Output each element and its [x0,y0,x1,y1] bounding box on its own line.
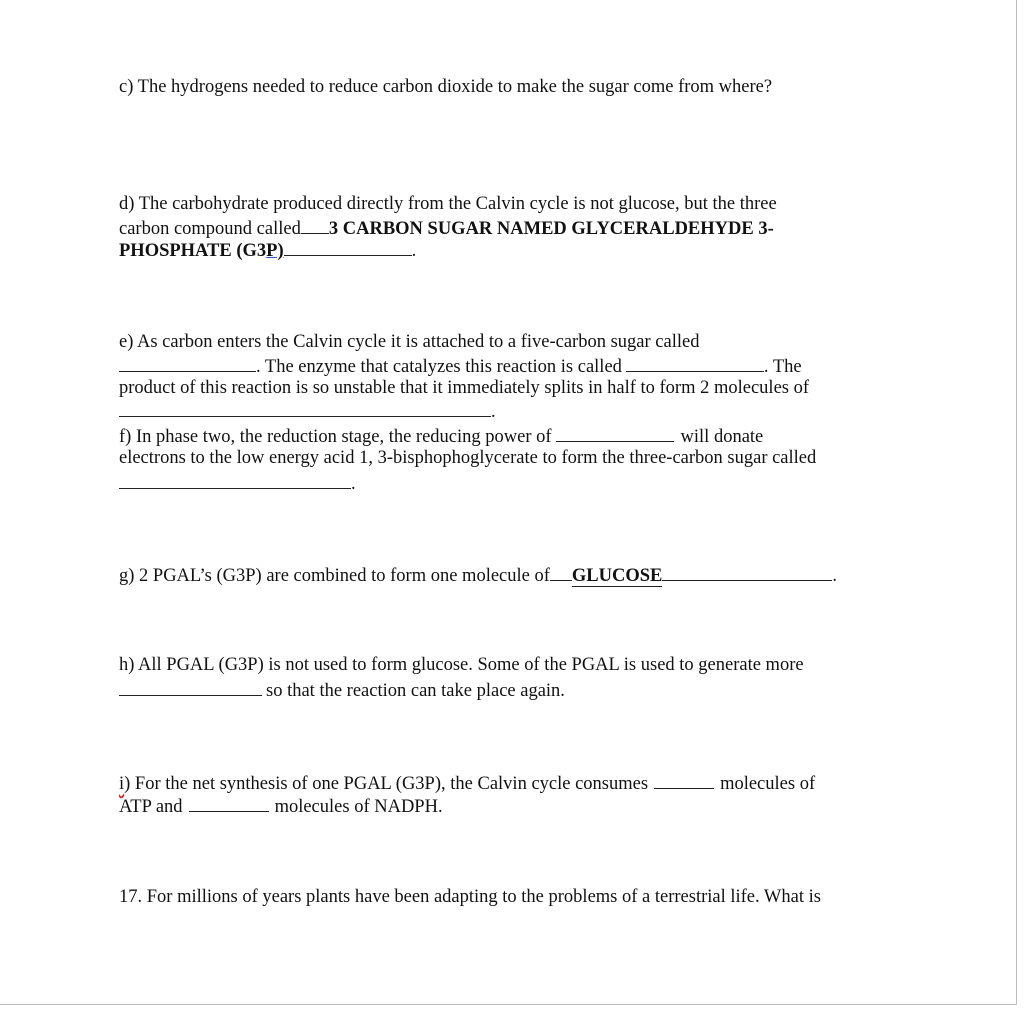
question-e-line2 [119,354,802,378]
question-g-answer: GLUCOSE [571,566,663,586]
question-d-line2 [119,216,774,240]
period: . [832,566,837,586]
question-e-text: e) As carbon enters the Calvin cycle it is attached to a five-carbon sugar called [119,332,700,352]
question-h-text-2: so that the reaction can take place again. [266,681,565,701]
blank-line [119,354,256,372]
blank-line [662,563,832,581]
question-f-text-3: electrons to the low energy acid 1, 3-bisphophoglycerate to form the three-carbon sugar called [119,448,817,468]
blank-line [119,471,351,489]
period: . [411,241,417,261]
question-c-text: c) The hydrogens needed to reduce carbon dioxide to make the sugar come from where? [119,77,773,97]
question-i-text-4: molecules of NADPH. [274,797,443,817]
question-17-text: 17. For millions of years plants have been adapting to the problems of a terrestrial life. What is [119,887,821,907]
question-e-line3 [119,377,809,399]
period: . [491,402,496,422]
question-h-line2 [119,678,565,702]
question-d-answer-cont: PHOSPHATE (G3 [119,241,267,261]
question-e-line1 [119,331,699,353]
question-d-line3 [119,238,416,262]
question-d-text: d) The carbohydrate produced directly from the Calvin cycle is not glucose, but the three [119,194,777,214]
question-i-text: ) For the net synthesis of one PGAL (G3P), the Calvin cycle consumes [124,774,649,794]
question-e-text-3: . The [763,357,802,377]
question-e-line4 [119,399,496,423]
question-f-text-2: will donate [680,427,764,447]
question-d-answer: 3 CARBON SUGAR NAMED GLYCERALDEHYDE 3- [328,219,774,239]
question-f-text: f) In phase two, the reduction stage, the reducing power of [119,427,552,447]
question-17 [119,886,821,908]
question-i-line1 [119,771,815,795]
question-i-label: i [119,774,125,794]
blank-line [119,678,262,696]
question-e-text-2: . The enzyme that catalyzes this reaction is called [256,357,622,377]
blank-line [284,238,412,256]
blank-line [189,794,269,812]
question-c [119,76,772,98]
blank-line [626,354,764,372]
question-d-prompt: carbon compound called [119,219,301,239]
question-i-line2 [119,794,443,818]
question-f-line3 [119,471,356,495]
question-g-text: g) 2 PGAL’s (G3P) are combined to form one molecule of [119,566,550,586]
blank-line [550,563,572,581]
question-e-text-4: product of this reaction is so unstable that it immediately splits in half to form 2 molecules of [119,378,810,398]
question-h-text: h) All PGAL (G3P) is not used to form glucose. Some of the PGAL is used to generate more [119,655,804,675]
question-i-text-2: molecules of [720,774,816,794]
question-f-line2 [119,447,816,469]
period: . [351,474,356,494]
blank-line [556,424,674,442]
question-d-line1 [119,193,777,215]
question-i-text-3: ATP and [119,797,183,817]
blank-line [301,216,329,234]
question-g [119,563,837,587]
question-d-answer-end: P) [266,241,284,261]
question-h-line1 [119,654,804,676]
blank-line [119,399,491,417]
question-f-line1 [119,424,763,448]
blank-line [654,771,714,789]
